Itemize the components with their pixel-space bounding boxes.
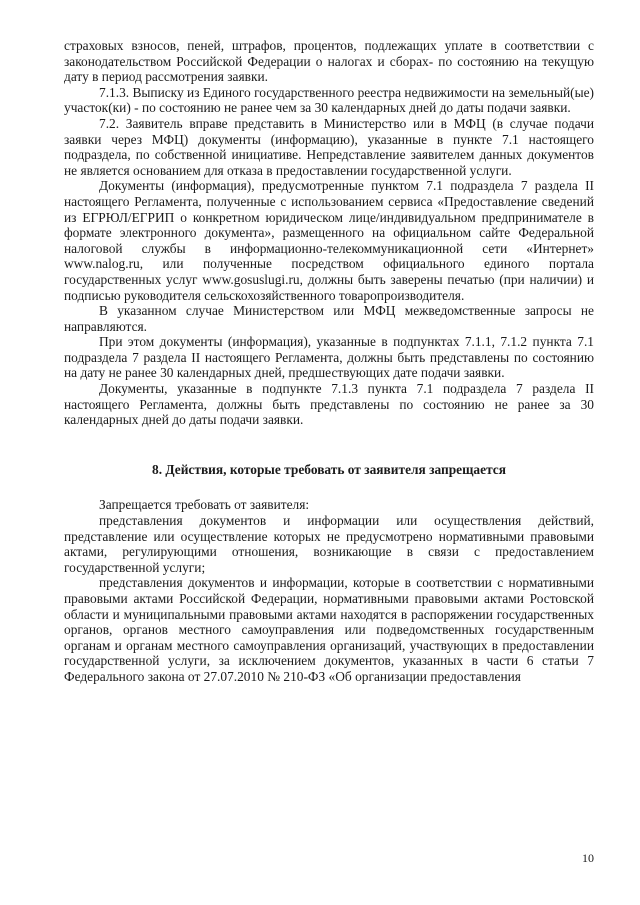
paragraph-egrul-service: Документы (информация), предусмотренные пунктом 7.1 подраздела 7 раздела II настоящего Регламента, полученные с использованием сервиса «Предоставление сведений из ЕГРЮЛ/ЕГРИП о конкретном юридическом лице/индивидуальном предпринимателе в формате электронного документа», размещенного на официальном сайте Федеральной налоговой службы в информационно-телекоммуникационной сети «Интернет» www.nalog.ru, или полученные посредством официального единого портала государственных услуг www.gosuslugi.ru, должны быть заверены печатью (при наличии) и подписью руководителя сельскохозяйственного товаропроизводителя. [64,178,594,303]
document-body [64,38,594,685]
paragraph-prohibited-1: представления документов и информации или осуществления действий, представление или осуществление которых не предусмотрено нормативными правовыми актами, регулирующими отношения, возникающие в связи с предоставлением государственной услуги; [64,513,594,575]
section-heading: 8. Действия, которые требовать от заявителя запрещается [152,461,506,477]
page-number: 10 [582,851,594,865]
paragraph-contributions: страховых взносов, пеней, штрафов, процентов, подлежащих уплате в соответствии с законодательством Российской Федерации о налогах и сборах- по состоянию на текущую дату в период рассмотрения заявки. [64,38,594,85]
paragraph-7-2: 7.2. Заявитель вправе представить в Министерство или в МФЦ (в случае подачи заявки через МФЦ) документы (информацию), указанные в пункте 7.1 настоящего подраздела, по собственной инициативе. Непредставление заявителем данных документов не является основанием для отказа в предоставлении государственной услуги. [64,115,594,178]
paragraph-prohibited-intro: Запрещается требовать от заявителя: [99,497,310,513]
paragraph-no-requests: В указанном случае Министерством или МФЦ межведомственные запросы не направляются. [64,303,594,334]
paragraph-validity-7-1-3: Документы, указанные в подпункте 7.1.3 пункта 7.1 подраздела 7 раздела II настоящего Регламента, должны быть представлены по состоянию не ранее за 30 календарных дней до даты подачи заявки. [64,381,594,428]
paragraph-validity-7-1-1: При этом документы (информация), указанные в подпунктах 7.1.1, 7.1.2 пункта 7.1 подраздела 7 раздела II настоящего Регламента, должны быть представлены по состоянию на дату не ранее 30 календарных дней, предшествующих дате подачи заявки. [64,334,594,381]
paragraph-7-1-3: 7.1.3. Выписку из Единого государственного реестра недвижимости на земельный(ые) участок(ки) - по состоянию не ранее чем за 30 календарных дней до даты подачи заявки. [64,84,594,116]
paragraph-prohibited-2: представления документов и информации, которые в соответствии с нормативными правовыми актами Российской Федерации, нормативными правовыми актами Ростовской области и муниципальными правовыми актами находятся в распоряжении государственных органов, органов местного самоуправления или подведомственных государственным органам и органам местного самоуправления организаций, участвующих в предоставлении государственной услуги, за исключением документов, указанных в части 6 статьи 7 Федерального закона от 27.07.2010 № 210-ФЗ «Об организации предоставления [64,575,594,684]
